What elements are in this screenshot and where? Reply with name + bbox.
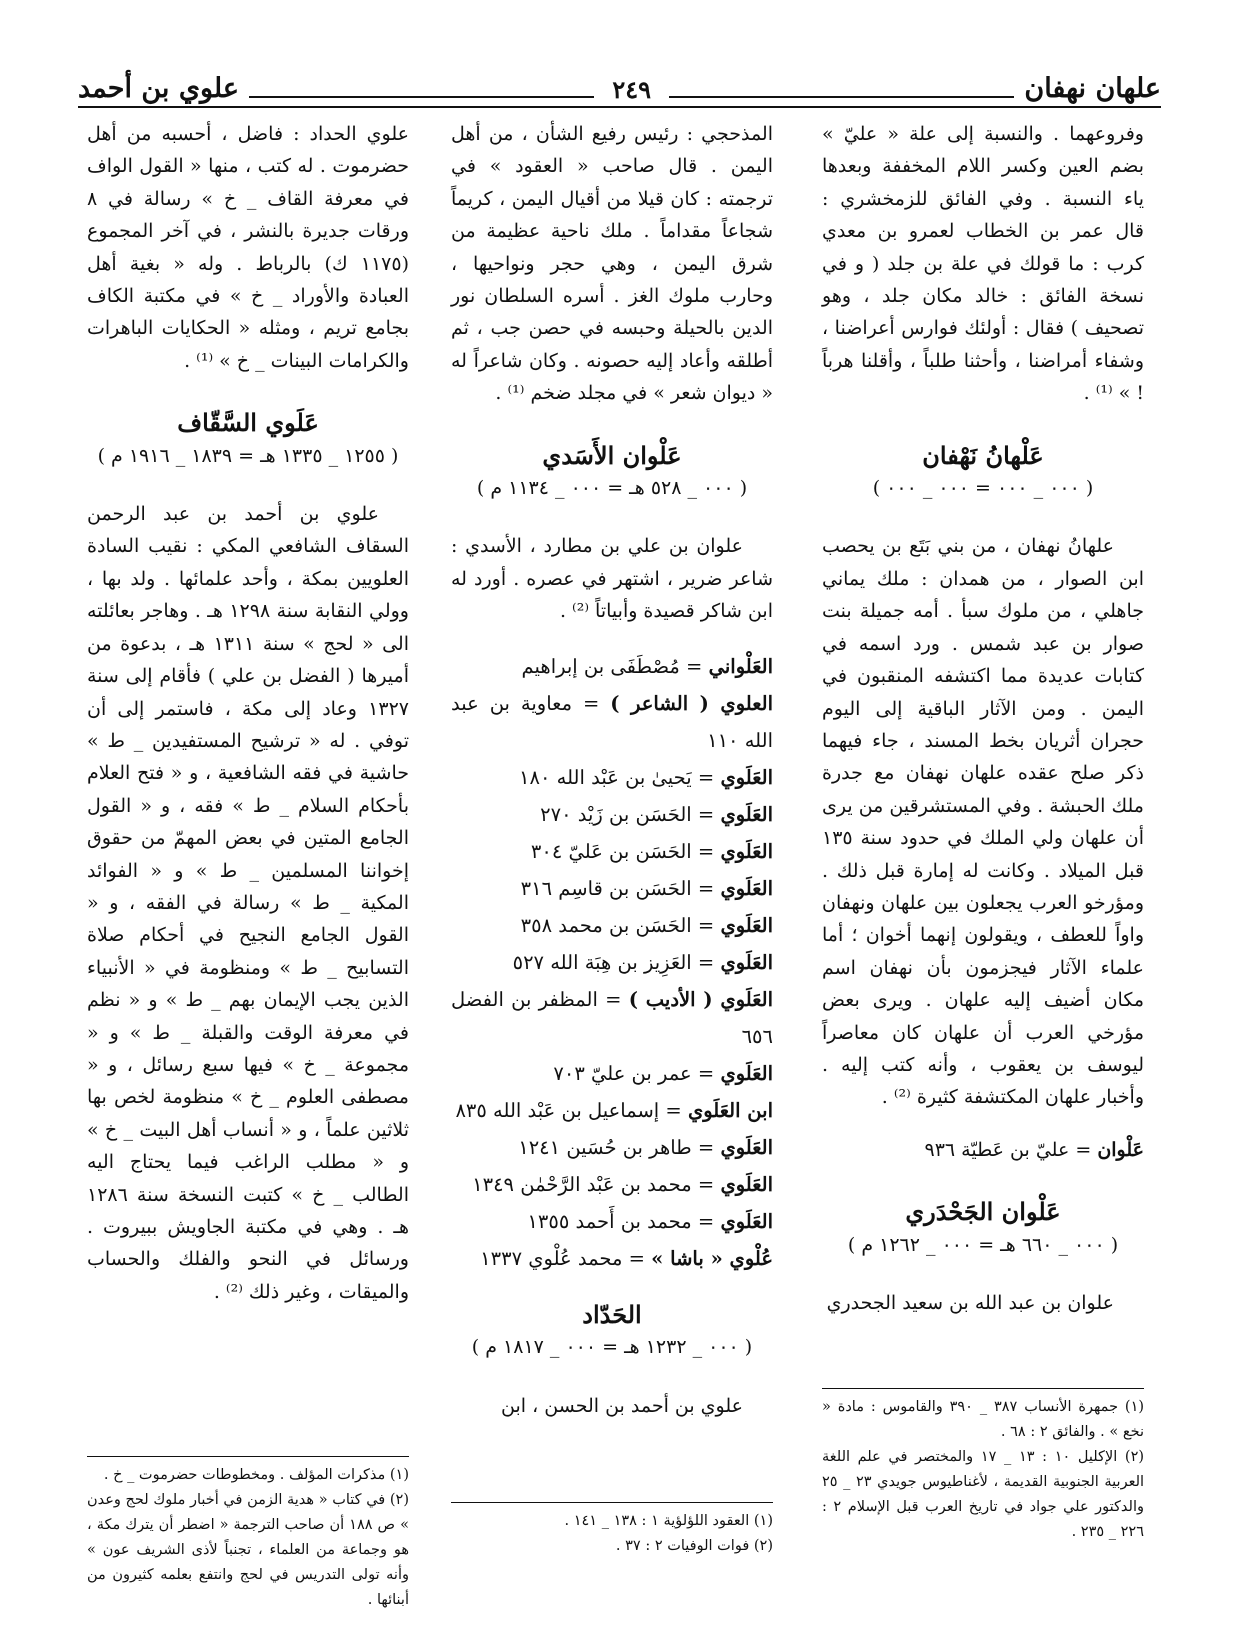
xref-target: = الحَسَن بن محمد ٣٥٨ [520,913,721,937]
footnotes-left [87,1456,409,1613]
header-rule-right [669,96,1014,98]
xref-target: = مُصْطَفَى بن إبراهيم [521,654,709,678]
entry-title: عَلْهانُ نَهْفان [922,440,1044,470]
column-middle [451,118,773,1422]
xref-target: = محمد بن عَبْد الرَّحْمٰن ١٣٤٩ [472,1172,721,1196]
xref-target: = العَزِيز بن هِبَة الله ٥٢٧ [512,950,721,974]
header-rule-left [249,96,594,98]
entry-dates: ( ١٢٥٥ _ ١٣٣٥ هـ = ١٨٣٩ _ ١٩١٦ م ) [97,444,399,467]
xref-target: = محمد عُلْوي ١٣٣٧ [480,1246,652,1270]
footnote: (٢) الإكليل ١٠ : ١٣ _ ١٧ والمختصر في علم اللغة العربية الجنوبية القديمة ، لأغناطيوس جويدي ٢٣ _ ٢٥ والدكتور علي جواد في تاريخ العرب قبل الإسلام ٢ : ٢٢٦ _ ٢٣٥ . [822,1449,1145,1540]
cross-reference [451,944,773,981]
cross-reference [451,685,773,759]
cross-reference [451,1166,773,1203]
column-left [87,118,409,1308]
xref-name: العَلَوي [720,1172,773,1196]
cross-reference [451,759,773,796]
cross-reference [451,907,773,944]
xref-name: العَلَوي [720,1135,773,1159]
footnote: (١) جمهرة الأنساب ٣٨٧ _ ٣٩٠ والقاموس : مادة « نخع » . والفائق ٢ : ٦٨ . [822,1399,1145,1440]
xref-target: = المظفر بن الفضل ٦٥٦ [451,987,773,1048]
entry-dates: ( ٠٠٠ _ ٥٢٨ هـ = ٠٠٠ _ ١١٣٤ م ) [476,477,748,500]
footnotes-right [822,1388,1144,1545]
running-head-left: علوي بن أحمد [78,73,239,104]
page-header [78,62,1161,108]
page-number: ٢٤٩ [612,75,652,104]
xref-name: عَلْوان [1097,1138,1144,1161]
xref-name: العَلَوي ( الأديب ) [628,987,773,1011]
entry-title: عَلْوان الجَحْدَري [905,1197,1061,1227]
footnote: (١) العقود اللؤلؤية ١ : ١٣٨ _ ١٤١ . [564,1513,773,1529]
entry-title: الحَدّاد [582,1299,642,1329]
entry-text: علوان بن علي بن مطارد ، الأسدي : شاعر ضرير ، اشتهر في عصره . أورد له ابن شاكر قصيدة وأبياتاً ⁽²⁾ . [451,535,773,623]
xref-name: العَلَوي [720,802,773,826]
xref-name: العَلَوي [720,950,773,974]
entry-text: علهانُ نهفان ، من بني بَتَع بن يحصب ابن الصوار ، من همدان : ملك يماني جاهلي ، من ملوك سبأ . أمه جميلة بنت صوار بن عبد شمس . ورد اسمه في كتابات عديدة مما اكتشفه المنقبون في اليمن . ومن الآثار الباقية إلى اليوم حجران أثريان بخط المسند ، جاء فيهما ذكر صلح عقده علهان نهفان مع جدرة ملك الحبشة . وفي المستشرقين من يرى أن علهان ولي الملك في حدود سنة ١٣٥ قبل الميلاد . وكانت له إمارة قبل ذلك . ومؤرخو العرب يجعلون بين علهان ونهفان واواً للعطف ، ويقولون إنهما أخوان ؛ أما علماء الآثار فيجزمون بأن نهفان اسم مكان أضيف إليه علهان . ويرى بعض مؤرخي العرب أن علهان كان معاصراً ليوسف بن يعقوب ، وأنه كتب إليه . وأخبار علهان المكتشفة كثيرة ⁽²⁾ . [822,535,1144,1109]
footnotes-middle [451,1502,773,1559]
xref-name: العلوي ( الشاعر ) [610,691,773,715]
xref-name: العَلَوي [720,765,773,789]
running-head-right: علهان نهفان [1024,73,1161,104]
xref-name: ابن العَلَوي [687,1098,773,1122]
xref-target: = يَحيىٰ بن عَبْد الله ١٨٠ [519,765,721,789]
cross-reference [451,1240,773,1277]
xref-name: العَلَوي [720,913,773,937]
xref-target: = الحَسَن بن قاسِم ٣١٦ [520,876,721,900]
continued-paragraph: علوي الحداد : فاضل ، أحسبه من أهل حضرموت . له كتب ، منها « القول الواف في معرفة القاف _ خ » رسالة في ٨ ورقات جديرة بالنشر ، في آخر المجموع (١١٧٥ ك) بالرباط . وله « بغية أهل العبادة والأوراد _ خ » في مكتبة الكاف بجامع تريم ، ومثله « الحكايات الباهرات والكرامات البينات _ خ » ⁽¹⁾ . [87,123,409,372]
cross-reference [451,1092,773,1129]
xref-name: العَلَوي [720,839,773,863]
cross-reference [451,981,773,1055]
xref-target: = عليّ بن عَطيّة ٩٣٦ [924,1138,1098,1161]
entry-dates: ( ٠٠٠ _ ١٢٣٢ هـ = ٠٠٠ _ ١٨١٧ م ) [471,1336,753,1359]
xref-name: العَلَوي [720,876,773,900]
entry-text: علوي بن أحمد بن الحسن ، ابن [501,1394,743,1417]
cross-reference [451,870,773,907]
cross-reference [451,1203,773,1240]
entry-text: علوي بن أحمد بن عبد الرحمن السقاف الشافعي المكي : نقيب السادة العلويين بمكة ، وأحد علمائها . ولد بها ، وولي النقابة سنة ١٢٩٨ هـ . وهاجر بعائلته الى « لحج » سنة ١٣١١ هـ ، بدعوة من أميرها ( الفضل بن علي ) فأقام إلى سنة ١٣٢٧ وعاد إلى مكة ، فاستمر إلى أن توفي . له « ترشيح المستفيدين _ ط » حاشية في فقه الشافعية ، و « فتح العلام بأحكام السلام _ ط » فقه ، و « القول الجامع المتين في بعض المهمّ من حقوق إخواننا المسلمين _ ط » و « الفوائد المكية _ ط » رسالة في الفقه ، و « القول الجامع النجيح في أحكام صلاة التسابيح _ ط » ومنظومة في « الأنبياء الذين يجب الإيمان بهم _ ط » و « نظم في معرفة الوقت والقبلة _ ط » و « مجموعة _ خ » فيها سبع رسائل ، و « مصطفى العلوم _ خ » منظومة لخص بها ثلاثين علماً ، و « أنساب أهل البيت _ خ » و « مطلب الراغب فيما يحتاج اليه الطالب _ خ » كتبت النسخة سنة ١٢٨٦ هـ . وهي في مكتبة الجاويش ببيروت . ورسائل في النحو والفلك والحساب والميقات ، وغير ذلك ⁽²⁾ . [87,503,409,1303]
column-right [822,118,1144,1319]
xref-target: = الحَسَن بن عَليّ ٣٠٤ [530,839,721,863]
xref-name: العَلَوي [720,1209,773,1233]
entry-dates: ( ٠٠٠ _ ٦٦٠ هـ = ٠٠٠ _ ١٢٦٢ م ) [847,1233,1119,1256]
cross-reference [451,1055,773,1092]
xref-target: = طاهر بن حُسَين ١٢٤١ [518,1135,721,1159]
footnote: (٢) في كتاب « هدية الزمن في أخبار ملوك لحج وعدن » ص ١٨٨ أن صاحب الترجمة « اضطر أن يترك مكة ، هو وجماعة من العلماء ، تجنباً لأذى الشريف عون » وأنه تولى التدريس في لحج وانتفع بعلمه كثيرون من أبنائها . [87,1492,409,1608]
cross-reference [451,833,773,870]
xref-target: = عمر بن عليّ ٧٠٣ [553,1061,721,1085]
continued-paragraph: وفروعهما . والنسبة إلى علة « عليّ » بضم العين وكسر اللام المخففة وبعدها ياء النسبة . وفي الفائق للزمخشري : قال عمر بن الخطاب لعمرو بن معدي كرب : ما قولك في علة بن جلد ( و في نسخة الفائق : خالد مكان جلد ، وهو تصحيف ) فقال : أولئك فوارس أعراضنا ، وشفاء أمراضنا ، وأحثنا طلباً ، وأقلنا هرباً ! » ⁽¹⁾ . [822,123,1144,405]
cross-reference [822,1134,1144,1166]
xref-name: العَلْواني [708,654,773,678]
cross-reference-list [451,648,773,1277]
continued-paragraph: المذحجي : رئيس رفيع الشأن ، من أهل اليمن . قال صاحب « العقود » في ترجمته : كان قيلا من أقيال اليمن ، كريماً شجاعاً مقداماً . ملك ناحية عظيمة من شرق اليمن ، وهي حجر ونواحيها ، وحارب ملوك الغز . أسره السلطان نور الدين بالحيلة وحبسه في حصن جب ، ثم أطلقه وأعاد إليه حصونه . وكان شاعراً له « ديوان شعر » في مجلد ضخم ⁽¹⁾ . [451,123,773,405]
footnote: (٢) فوات الوفيات ٢ : ٣٧ . [615,1538,773,1554]
xref-target: = إسماعيل بن عَبْد الله ٨٣٥ [455,1098,688,1122]
entry-title: عَلْوان الأَسَدي [542,440,682,470]
entry-dates: ( ٠٠٠ _ ٠٠٠ = ٠٠٠ _ ٠٠٠ ) [872,477,1094,500]
xref-target: = محمد بن أَحمد ١٣٥٥ [527,1209,721,1233]
xref-target: = الحَسَن بن زَيْد ٢٧٠ [540,802,721,826]
cross-reference [451,796,773,833]
cross-reference [451,648,773,685]
entry-text: علوان بن عبد الله بن سعيد الجحدري [826,1292,1114,1314]
entry-title: عَلَوي السَّقّاف [177,408,319,438]
footnote: (١) مذكرات المؤلف . ومخطوطات حضرموت _ خ . [103,1467,409,1483]
xref-name: عُلْوي « باشا » [651,1246,773,1270]
xref-target: = معاوية بن عبد الله ١١٠ [451,691,773,752]
xref-name: العَلَوي [720,1061,773,1085]
cross-reference [451,1129,773,1166]
